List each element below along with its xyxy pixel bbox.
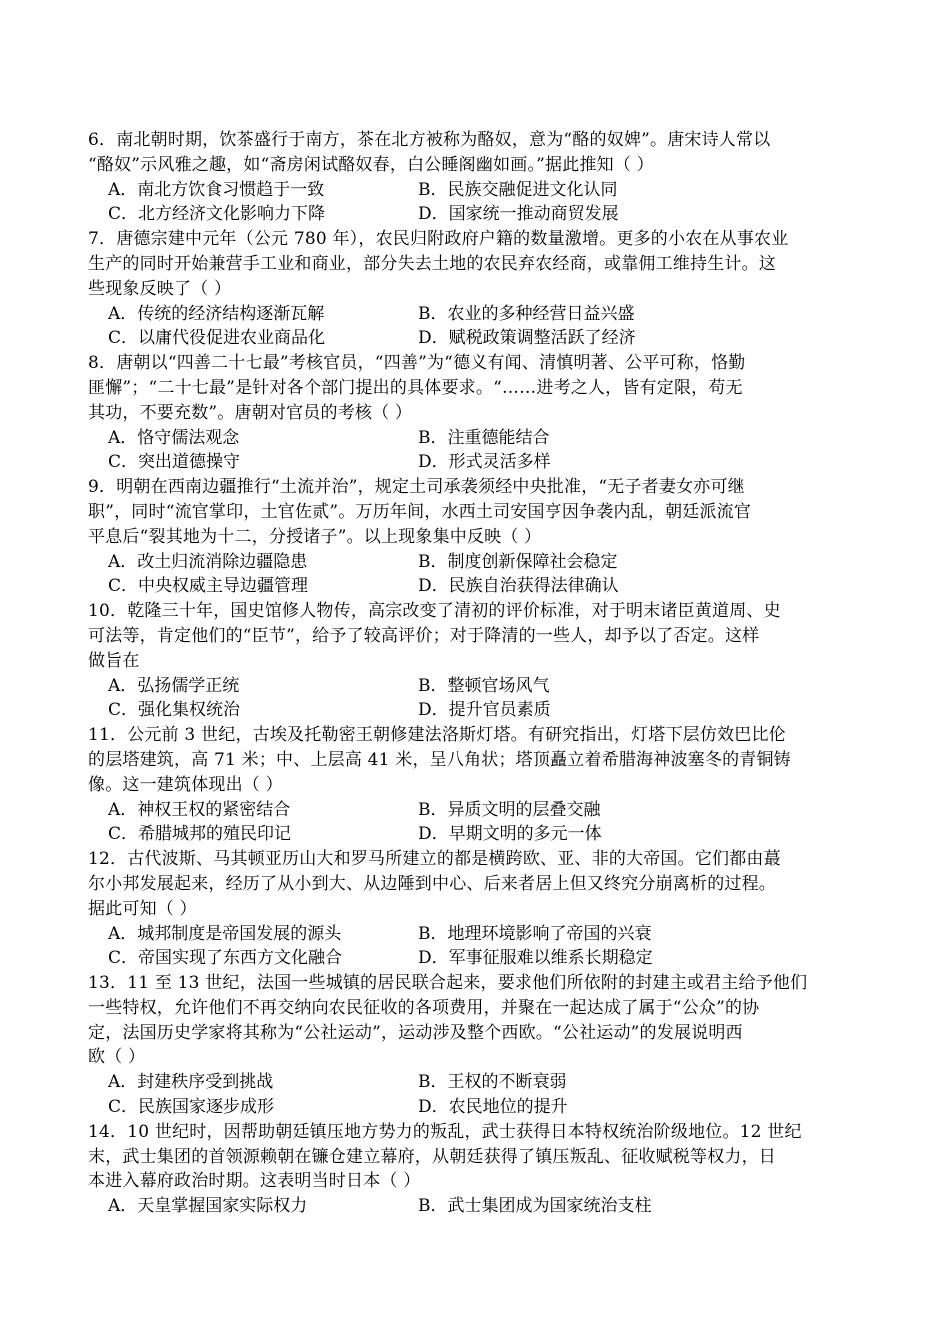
option-row	[88, 326, 868, 351]
question-stem-line: 12．古代波斯、马其顿亚历山大和罗马所建立的都是横跨欧、亚、非的大帝国。它们都由蕞	[88, 849, 781, 870]
question-13	[88, 971, 868, 1120]
answer-option: A．南北方饮食习惯趋于一致	[108, 179, 325, 200]
question-stem-line: 其功，不要充数”。唐朝对官员的考核（ ）	[88, 402, 413, 423]
option-row	[88, 674, 868, 699]
question-stem-line: 些现象反映了（ ）	[88, 278, 232, 299]
question-stem-line: “酪奴”示风雅之趣，如“斋房闲试酪奴春，白公睡阁幽如画。”据此推知（ ）	[88, 154, 654, 175]
option-row	[88, 450, 868, 475]
option-row	[88, 1095, 868, 1120]
answer-option: B．农业的多种经营日益兴盛	[418, 303, 635, 324]
question-stem-line: 的层塔建筑，高 71 米；中、上层高 41 米，呈八角状；塔顶矗立着希腊海神波塞冬的青铜铸	[88, 749, 791, 770]
question-stem-line: 像。这一建筑体现出（ ）	[88, 774, 283, 795]
answer-option: A．封建秩序受到挑战	[108, 1072, 274, 1093]
option-row	[88, 574, 868, 599]
question-stem-line: 做旨在	[88, 650, 140, 671]
option-row	[88, 178, 868, 203]
question-stem-line: 一些特权，允许他们不再交纳向农民征收的各项费用，并聚在一起达成了属于“公众”的协	[88, 997, 760, 1018]
question-stem-line: 6．南北朝时期，饮茶盛行于南方，茶在北方被称为酪奴，意为“酪的奴婢”。唐宋诗人常以	[88, 130, 771, 150]
option-row	[88, 550, 868, 575]
answer-option: D．民族自治获得法律确认	[418, 576, 619, 597]
answer-option: C．中央权威主导边疆管理	[108, 576, 309, 597]
answer-option: D．形式灵活多样	[418, 452, 551, 473]
question-10	[88, 599, 868, 723]
question-11	[88, 723, 868, 847]
answer-option: B．民族交融促进文化认同	[418, 179, 618, 200]
answer-option: B．武士集团成为国家统治支柱	[418, 1196, 652, 1217]
answer-option: A．天皇掌握国家实际权力	[108, 1196, 308, 1217]
question-stem-line: 8．唐朝以“四善二十七最”考核官员，“四善”为“德义有闻、清慎明著、公平可称，恪勤	[88, 353, 746, 374]
question-stem-line: 10．乾隆三十年，国史馆修人物传，高宗改变了清初的评价标准，对于明末诸臣黄道周、史	[88, 601, 781, 622]
question-stem-line: 7．唐德宗建中元年（公元 780 年），农民归附政府户籍的数量激增。更多的小农在从事农业	[88, 229, 789, 250]
option-row	[88, 1194, 868, 1219]
question-stem-line: 生产的同时开始兼营手工业和商业，部分失去土地的农民弃农经商，或靠佣工维持生计。这	[88, 253, 776, 274]
option-row	[88, 922, 868, 947]
answer-option: C．以庸代役促进农业商品化	[108, 328, 326, 349]
question-8	[88, 351, 868, 475]
answer-option: D．国家统一推动商贸发展	[418, 204, 619, 225]
question-stem-line: 定，法国历史学家将其称为“公社运动”，运动涉及整个西欧。“公社运动”的发展说明西	[88, 1022, 743, 1043]
option-row	[88, 426, 868, 451]
question-7	[88, 227, 868, 351]
answer-option: B．异质文明的层叠交融	[418, 799, 601, 820]
question-stem-line: 末，武士集团的首领源赖朝在镰仓建立幕府，从朝廷获得了镇压叛乱、征收赋税等权力，日	[88, 1146, 776, 1167]
answer-option: D．提升官员素质	[418, 700, 551, 721]
option-row	[88, 1070, 868, 1095]
question-stem-line: 尔小邦发展起来，经历了从小到大、从边陲到中心、后来者居上但又终究分崩离析的过程。	[88, 873, 776, 894]
option-row	[88, 698, 868, 723]
answer-option: A．神权王权的紧密结合	[108, 799, 291, 820]
question-stem-line: 据此可知（ ）	[88, 898, 197, 919]
option-row	[88, 798, 868, 823]
question-stem-line: 职”，同时“流官掌印，土官佐贰”。万历年间，水西土司安国亨因争袭内乱，朝廷派流官	[88, 501, 752, 522]
answer-option: D．早期文明的多元一体	[418, 824, 602, 845]
question-stem-line: 13．11 至 13 世纪，法国一些城镇的居民联合起来，要求他们所依附的封建主或君主给予他们	[88, 973, 808, 994]
answer-option: A．城邦制度是帝国发展的源头	[108, 923, 342, 944]
option-row	[88, 202, 868, 227]
answer-option: B．王权的不断衰弱	[418, 1072, 567, 1093]
question-stem-line: 9．明朝在西南边疆推行“土流并治”，规定土司承袭须经中央批准，“无子者妻女亦可继	[88, 477, 745, 498]
question-12	[88, 847, 868, 971]
answer-option: A．改土归流消除边疆隐患	[108, 551, 308, 572]
question-stem-line: 平息后“裂其地为十二，分授诸子”。以上现象集中反映（ ）	[88, 526, 542, 547]
answer-option: B．注重德能结合	[418, 427, 550, 448]
answer-option: C．北方经济文化影响力下降	[108, 204, 326, 225]
answer-option: C．帝国实现了东西方文化融合	[108, 948, 343, 969]
answer-option: C．强化集权统治	[108, 700, 241, 721]
question-stem-line: 匪懈”；“二十七最”是针对各个部门提出的具体要求。“……进考之人，皆有定限，苟无	[88, 377, 743, 398]
question-14	[88, 1120, 868, 1219]
answer-option: C．民族国家逐步成形	[108, 1097, 275, 1118]
question-stem-line: 14．10 世纪时，因帮助朝廷镇压地方势力的叛乱，武士获得日本特权统治阶级地位。12 世纪	[88, 1121, 802, 1142]
question-stem-line: 可法等，肯定他们的“臣节”，给予了较高评价；对于降清的一些人，却予以了否定。这样	[88, 625, 760, 646]
option-row	[88, 822, 868, 847]
answer-option: C．希腊城邦的殖民印记	[108, 824, 292, 845]
answer-option: B．地理环境影响了帝国的兴衰	[418, 923, 652, 944]
answer-option: C．突出道德操守	[108, 452, 241, 473]
answer-option: A．弘扬儒学正统	[108, 675, 240, 696]
answer-option: D．赋税政策调整活跃了经济	[418, 328, 636, 349]
question-9	[88, 475, 868, 599]
question-stem-line: 11．公元前 3 世纪，古埃及托勒密王朝修建法洛斯灯塔。有研究指出，灯塔下层仿效巴比伦	[88, 725, 786, 746]
answer-option: B．制度创新保障社会稳定	[418, 551, 618, 572]
question-stem-line: 本进入幕府政治时期。这表明当时日本（ ）	[88, 1171, 421, 1192]
answer-option: B．整顿官场风气	[418, 675, 550, 696]
question-stem-line: 欧（ ）	[88, 1047, 146, 1068]
answer-option: D．农民地位的提升	[418, 1097, 568, 1118]
answer-option: A．恪守儒法观念	[108, 427, 240, 448]
option-row	[88, 946, 868, 971]
option-row	[88, 302, 868, 327]
question-list	[88, 128, 868, 1219]
question-6	[88, 128, 868, 227]
answer-option: A．传统的经济结构逐渐瓦解	[108, 303, 325, 324]
answer-option: D．军事征服难以维系长期稳定	[418, 948, 653, 969]
